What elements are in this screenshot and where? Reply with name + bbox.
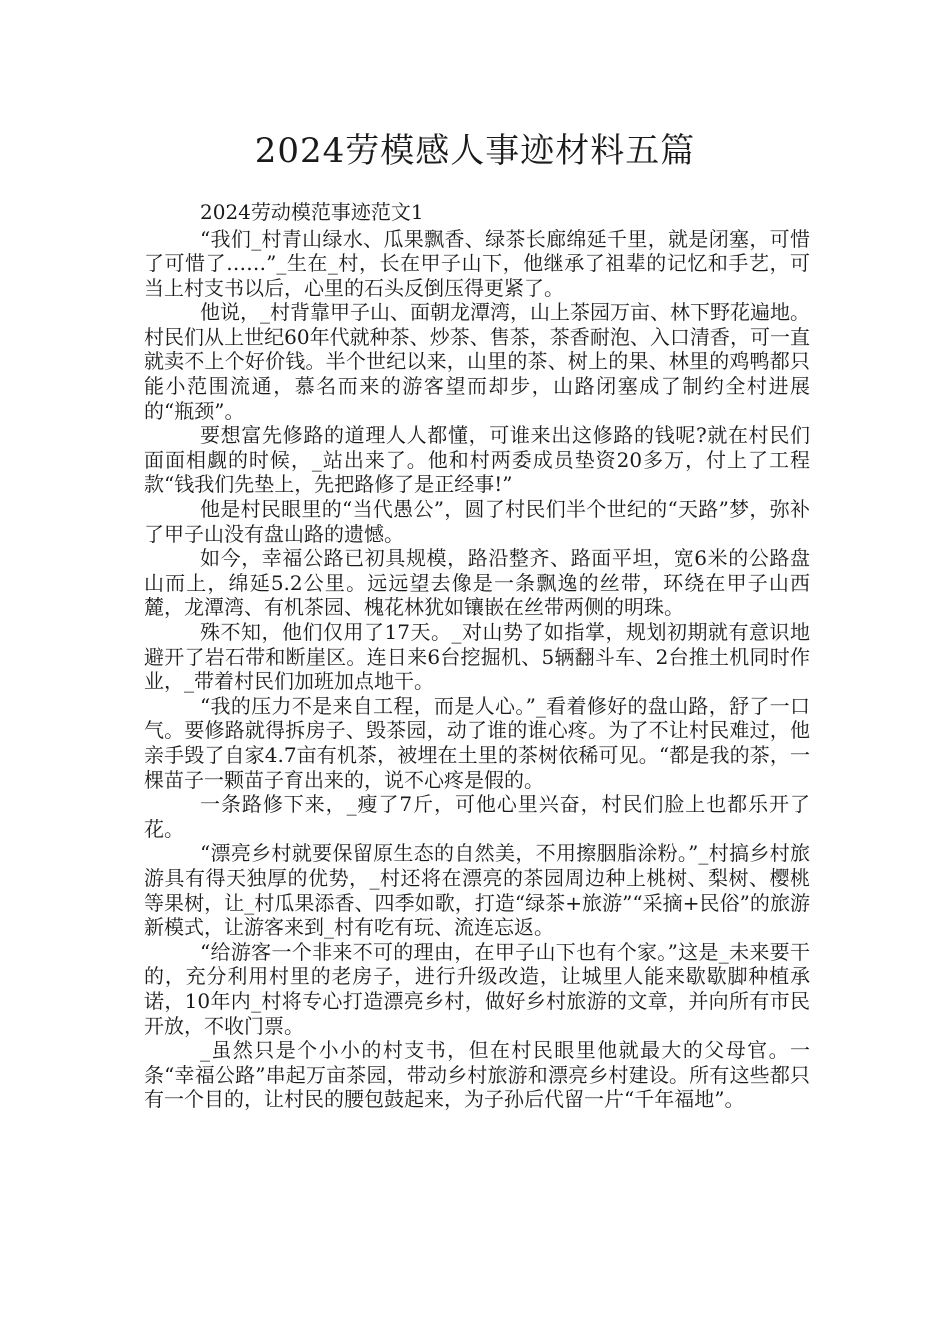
paragraph: 他是村民眼里的“当代愚公”，圆了村民们半个世纪的“天路”梦，弥补了甲子山没有盘山路的遗憾。 [144,497,810,546]
paragraph: 他说，_村背靠甲子山、面朝龙潭湾，山上茶园万亩、林下野花遍地。村民们从上世纪60年代就种茶、炒茶、售茶，茶香耐泡、入口清香，可一直就卖不上个好价钱。半个世纪以来，山里的茶、树上的果、林里的鸡鸭都只能小范围流通，慕名而来的游客望而却步，山路闭塞成了制约全村进展的“瓶颈”。 [144,300,810,423]
paragraph: “我的压力不是来自工程，而是人心。”_看着修好的盘山路，舒了一口气。要修路就得拆房子、毁茶园，动了谁的谁心疼。为了不让村民难过，他亲手毁了自家4.7亩有机茶，被埋在土里的茶树依稀可见。“都是我的茶，一棵苗子一颗苗子育出来的，说不心疼是假的。 [144,693,810,792]
paragraph: 要想富先修路的道理人人都懂，可谁来出这修路的钱呢?就在村民们面面相觑的时候，_站出来了。他和村两委成员垫资20多万，付上了工程款“钱我们先垫上，先把路修了是正经事!” [144,423,810,497]
paragraph: 殊不知，他们仅用了17天。_对山势了如指掌，规划初期就有意识地避开了岩石带和断崖区。连日来6台挖掘机、5辆翻斗车、2台推土机同时作业，_带着村民们加班加点地干。 [144,620,810,694]
paragraph: “给游客一个非来不可的理由，在甲子山下也有个家。”这是_未来要干的，充分利用村里的老房子，进行升级改造，让城里人能来歇歇脚种植承诺，10年内_村将专心打造漂亮乡村，做好乡村旅游的文章，并向所有市民开放，不收门票。 [144,939,810,1038]
paragraph: _虽然只是个小小的村支书，但在村民眼里他就最大的父母官。一条“幸福公路”串起万亩茶园，带动乡村旅游和漂亮乡村建设。所有这些都只有一个目的，让村民的腰包鼓起来，为子孙后代留一片“千年福地”。 [144,1038,810,1112]
paragraph: 一条路修下来，_瘦了7斤，可他心里兴奋，村民们脸上也都乐开了花。 [144,792,810,841]
paragraph: “我们_村青山绿水、瓜果飘香、绿茶长廊绵延千里，就是闭塞，可惜了可惜了……”_生在_村，长在甲子山下，他继承了祖辈的记忆和手艺，可当上村支书以后，心里的石头反倒压得更紧了。 [144,226,810,300]
document-title: 2024劳模感人事迹材料五篇 [254,131,696,171]
paragraph: “漂亮乡村就要保留原生态的自然美，不用擦胭脂涂粉。”_村搞乡村旅游具有得天独厚的优势，_村还将在漂亮的茶园周边种上桃树、梨树、樱桃等果树，让_村瓜果添香、四季如歌，打造“绿茶+旅游”“采摘+民俗”的旅游新模式，让游客来到_村有吃有玩、流连忘返。 [144,841,810,940]
section-subtitle: 2024劳动模范事迹范文1 [200,200,424,224]
paragraph: 如今，幸福公路已初具规模，路沿整齐、路面平坦，宽6米的公路盘山而上，绵延5.2公里。远远望去像是一条飘逸的丝带，环绕在甲子山西麓，龙潭湾、有机茶园、槐花林犹如镶嵌在丝带两侧的明珠。 [144,546,810,620]
document-body [144,198,810,1112]
